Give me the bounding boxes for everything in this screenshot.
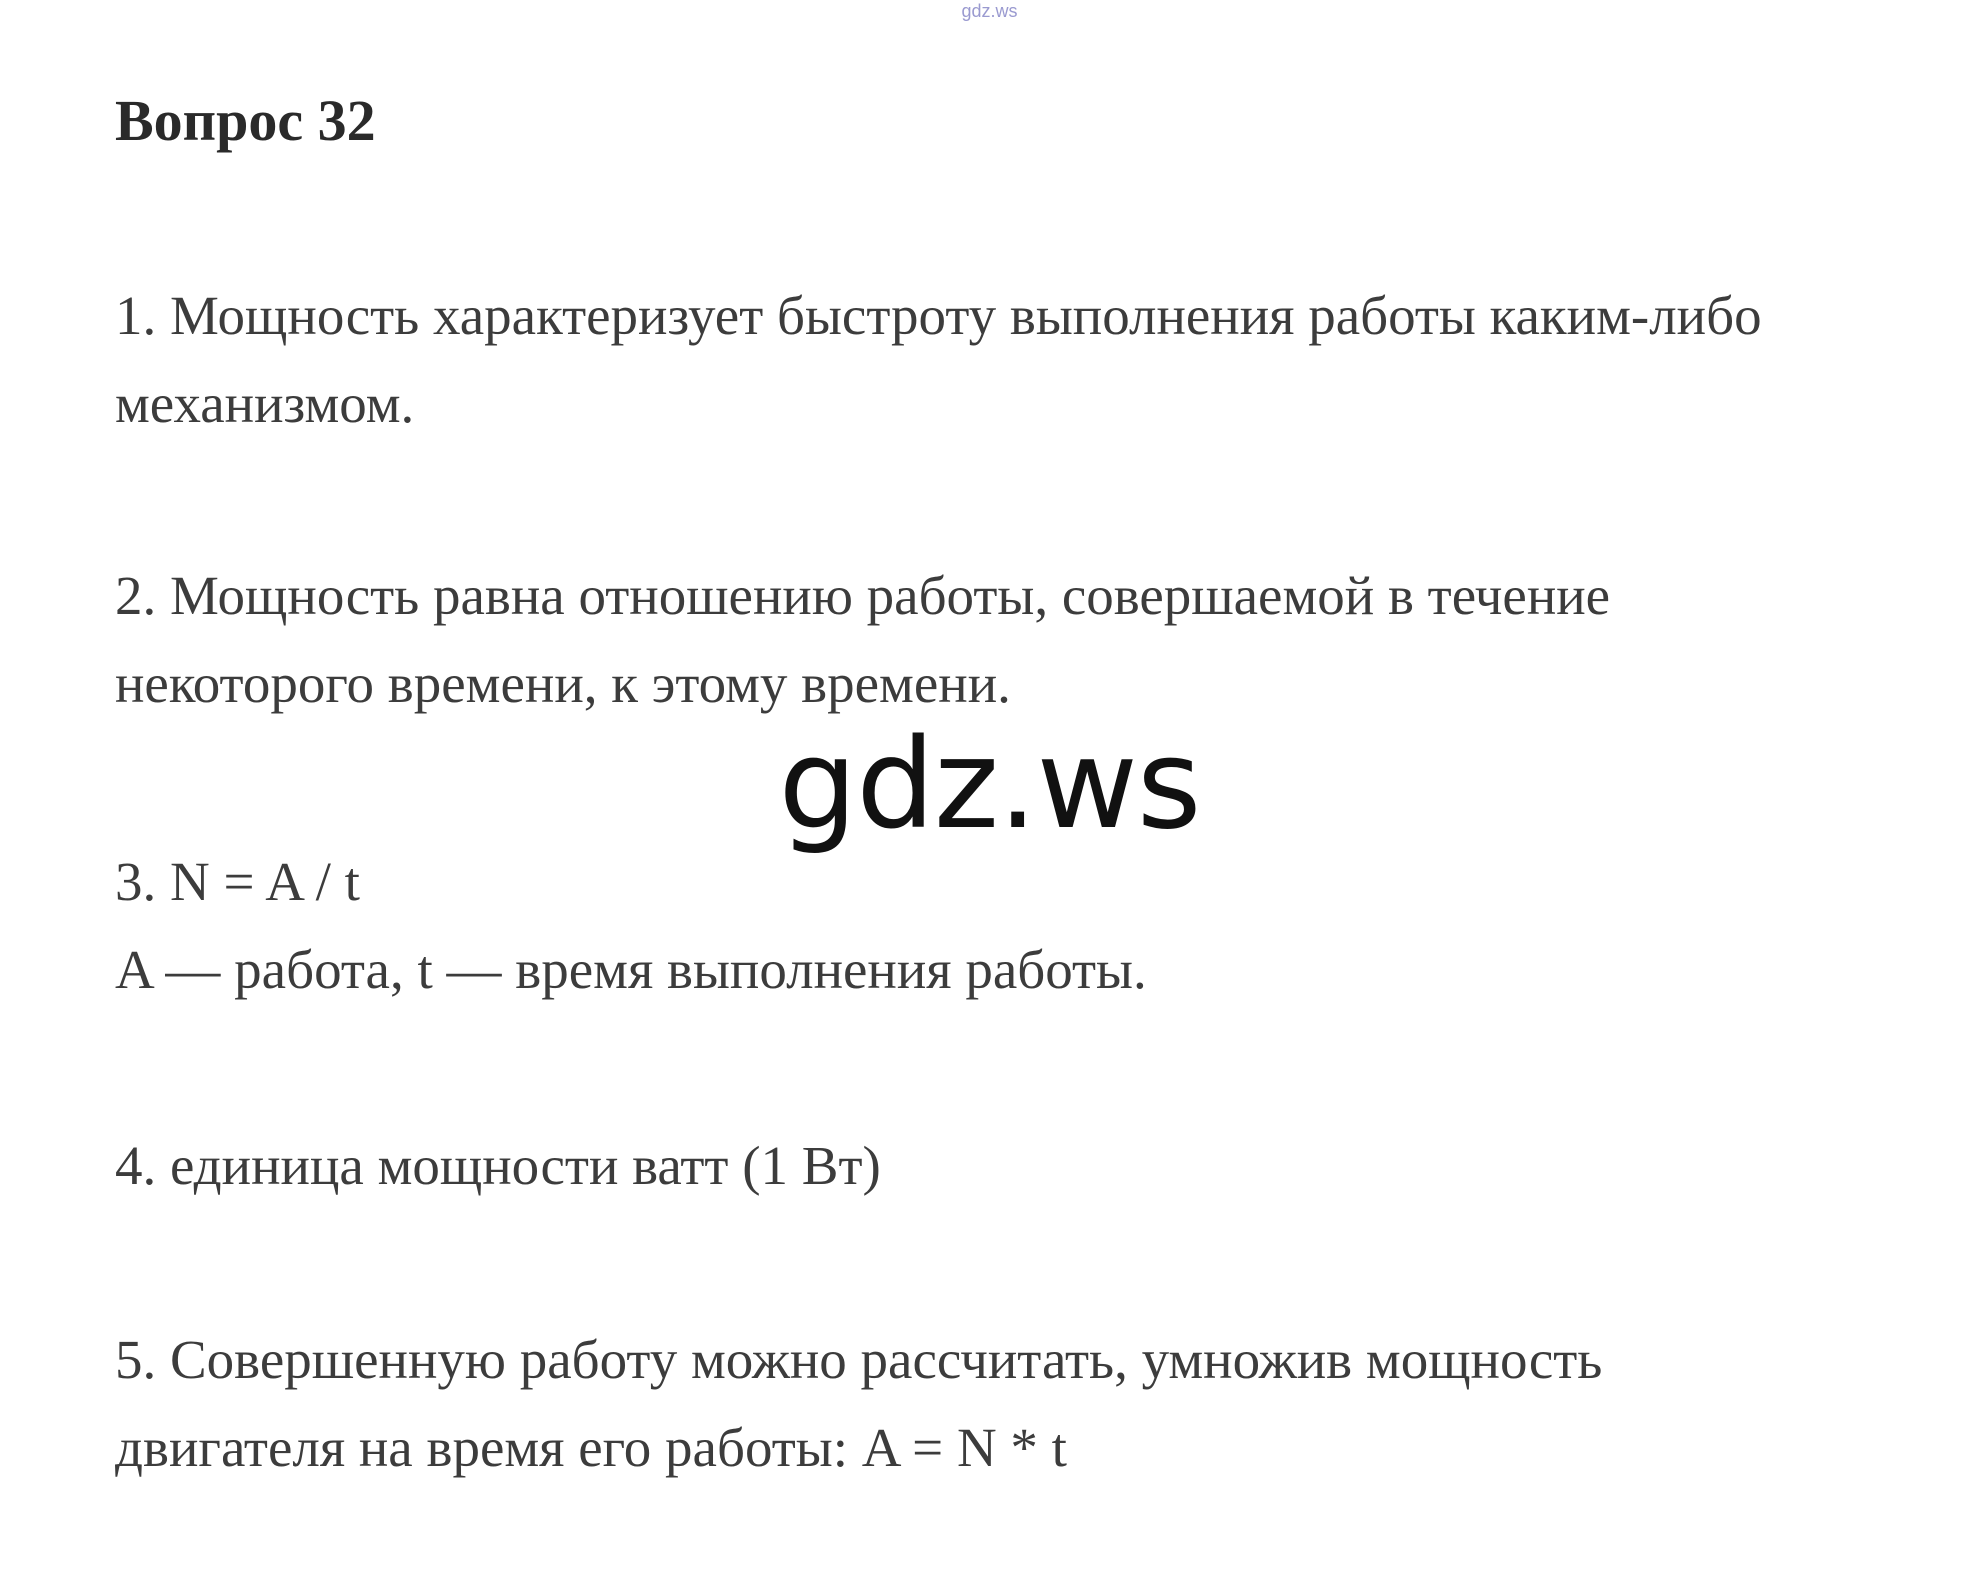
answer-item-1-line-2: механизмом.: [115, 373, 415, 434]
answer-item-3: [115, 838, 1147, 1014]
answer-item-5-line-1: 5. Совершенную работу можно рассчитать, умножив мощность: [115, 1329, 1603, 1390]
answer-item-2: [115, 552, 1610, 728]
answer-item-1-line-1: 1. Мощность характеризует быстроту выполнения работы каким-либо: [115, 285, 1762, 346]
answer-item-3-legend: A — работа, t — время выполнения работы.: [115, 939, 1147, 1000]
answer-item-4: [115, 1122, 881, 1210]
answer-item-3-formula: 3. N = A / t: [115, 851, 360, 912]
top-watermark-text: gdz.ws: [961, 1, 1018, 21]
answer-item-5: [115, 1316, 1602, 1492]
page-title: Вопрос 32: [115, 88, 376, 153]
answer-item-1: [115, 272, 1762, 448]
answer-item-4-line-1: 4. единица мощности ватт (1 Вт): [115, 1135, 881, 1196]
center-watermark: gdz.ws: [778, 713, 1201, 857]
answer-item-2-line-1: 2. Мощность равна отношению работы, совершаемой в течение: [115, 565, 1611, 626]
answer-item-5-line-2: двигателя на время его работы: A = N * t: [115, 1417, 1067, 1478]
answer-item-2-line-2: некоторого времени, к этому времени.: [115, 653, 1011, 714]
